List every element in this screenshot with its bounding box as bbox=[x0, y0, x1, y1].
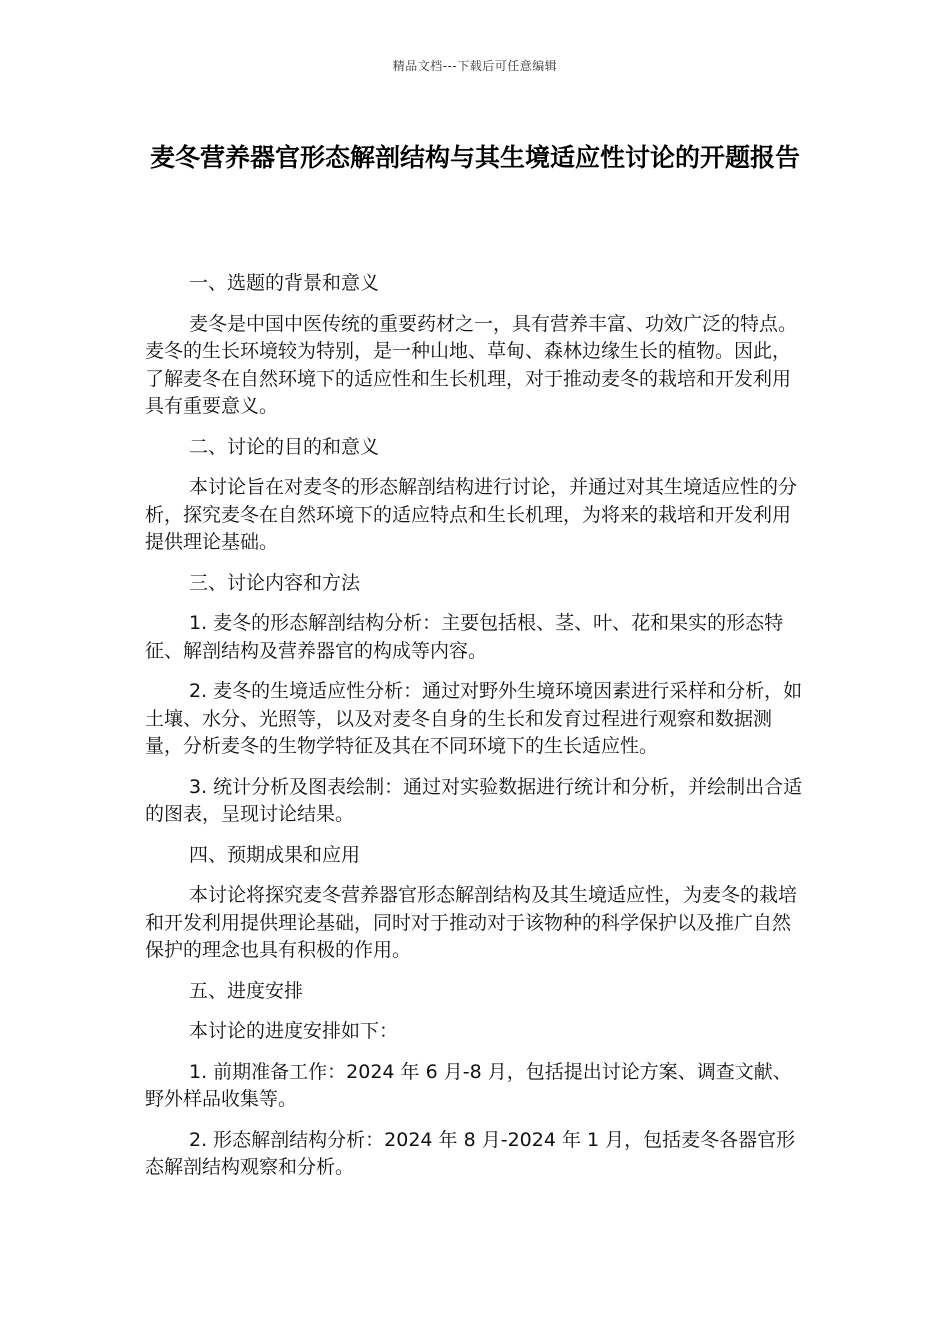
section-heading-background: 一、选题的背景和意义 bbox=[189, 272, 380, 294]
paragraph-purpose: 本讨论旨在对麦冬的形态解剖结构进行讨论，并通过对其生境适应性的分析，探究麦冬在自然环境下的适应特点和生长机理，为将来的栽培和开发利用提供理论基础。 bbox=[145, 476, 798, 553]
section-heading-schedule: 五、进度安排 bbox=[189, 979, 304, 1002]
document-title: 麦冬营养器官形态解剖结构与其生境适应性讨论的开题报告 bbox=[149, 143, 800, 172]
paragraph-background: 麦冬是中国中医传统的重要药材之一，具有营养丰富、功效广泛的特点。麦冬的生长环境较为特别，是一种山地、草甸、森林边缘生长的植物。因此，了解麦冬在自然环境下的适应性和生长机理，对于推动麦冬的栽培和开发利用具有重要意义。 bbox=[145, 312, 798, 417]
list-item-morphology: 1. 麦冬的形态解剖结构分析：主要包括根、茎、叶、花和果实的形态特征、解剖结构及营养器官的构成等内容。 bbox=[145, 612, 784, 662]
section-heading-purpose: 二、讨论的目的和意义 bbox=[189, 435, 380, 458]
section-heading-content-methods: 三、讨论内容和方法 bbox=[189, 571, 361, 594]
paragraph-expected-results: 本讨论将探究麦冬营养器官形态解剖结构及其生境适应性，为麦冬的栽培和开发利用提供理论基础，同时对于推动对于该物种的科学保护以及推广自然保护的理念也具有积极的作用。 bbox=[145, 884, 798, 961]
section-heading-expected-results: 四、预期成果和应用 bbox=[189, 843, 361, 866]
header-note: 精品文档---下载后可任意编辑 bbox=[392, 59, 558, 73]
list-item-statistics: 3. 统计分析及图表绘制：通过对实验数据进行统计和分析，并绘制出合适的图表，呈现讨论结果。 bbox=[145, 775, 803, 825]
list-item-preparation: 1. 前期准备工作：2024 年 6 月-8 月，包括提出讨论方案、调查文献、野外样品收集等。 bbox=[145, 1060, 792, 1110]
document-body bbox=[145, 270, 805, 1195]
list-item-anatomy-analysis: 2. 形态解剖结构分析：2024 年 8 月-2024 年 1 月，包括麦冬各器官形态解剖结构观察和分析。 bbox=[145, 1128, 796, 1178]
list-item-habitat-adaptability: 2. 麦冬的生境适应性分析：通过对野外生境环境因素进行采样和分析，如土壤、水分、光照等，以及对麦冬自身的生长和发育过程进行观察和数据测量，分析麦冬的生物学特征及其在不同环境下的生长适应性。 bbox=[145, 680, 803, 757]
paragraph-schedule-intro: 本讨论的进度安排如下： bbox=[189, 1020, 399, 1042]
